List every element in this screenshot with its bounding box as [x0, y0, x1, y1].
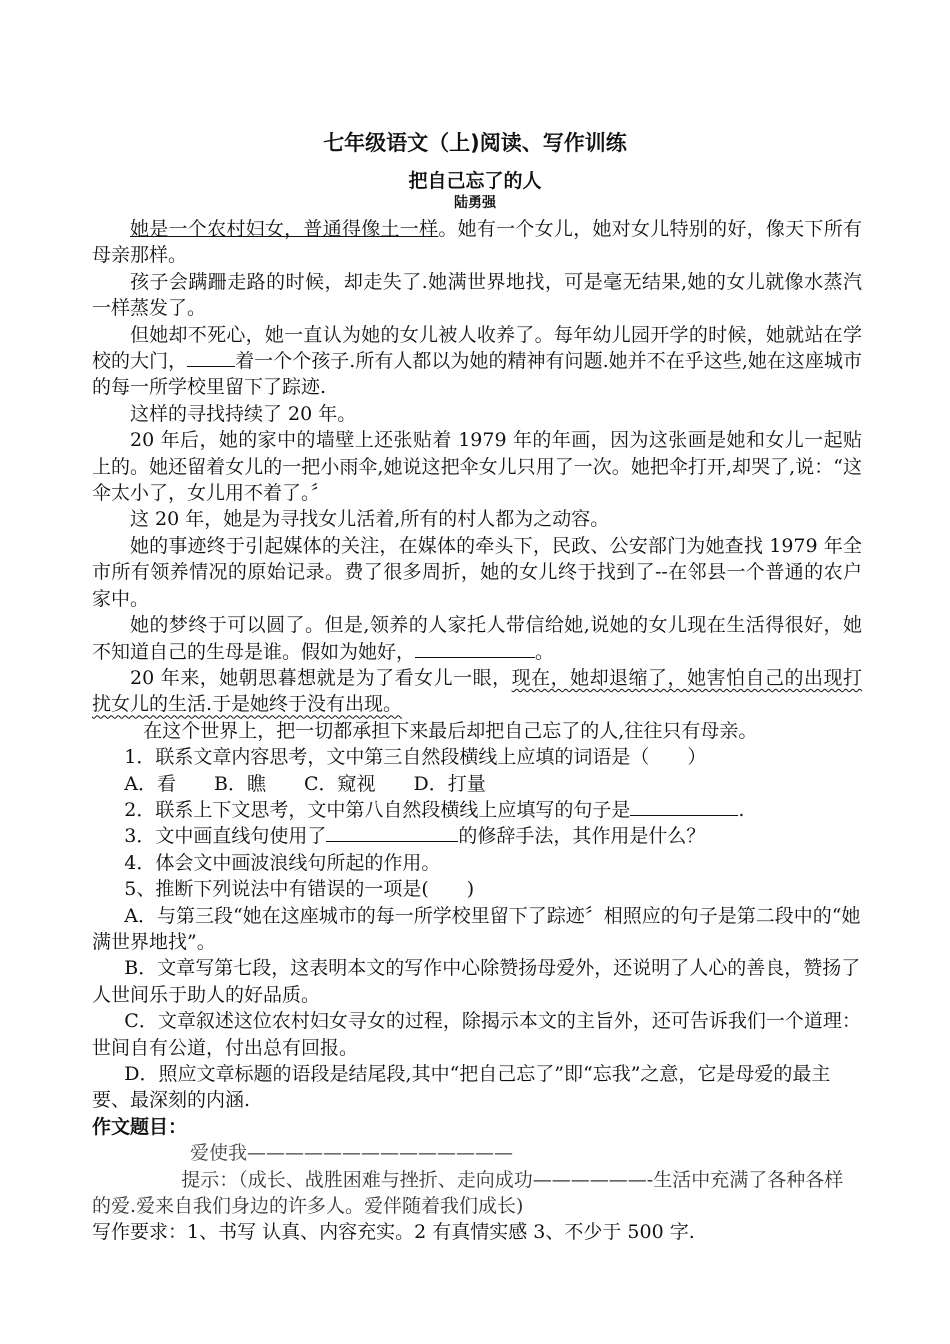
question-2-end: . — [738, 798, 745, 821]
question-1: 1．联系文章内容思考，文中第三自然段横线上应填的词语是（ ） — [124, 746, 707, 769]
paragraph-6: 这 20 年，她是为寻找女儿活着,所有的村人都为之动容。 — [130, 508, 610, 531]
document-body — [92, 216, 862, 1246]
paragraph-9-part-a: 20 年来，她朝思暮想就是为了看女儿一眼， — [130, 666, 512, 689]
question-5-option-d: D．照应文章标题的语段是结尾段,其中“把自己忘了”即“忘我”之意，它是母爱的最主要、最深刻的内涵. — [92, 1063, 831, 1112]
composition-requirement: 写作要求：1、书写 认真、内容充实。2 有真情实感 3、不少于 500 字. — [92, 1221, 695, 1244]
blank-question-2 — [630, 797, 738, 816]
paragraph-8 — [92, 612, 862, 665]
paragraph-8-part-b: 。 — [535, 640, 555, 663]
question-4: 4．体会文中画波浪线句所起的作用。 — [124, 851, 441, 874]
paragraph-3 — [92, 322, 862, 401]
author-name: 陆勇强 — [454, 195, 496, 211]
question-5-option-c: C．文章叙述这位农村妇女寻女的过程，除揭示本文的主旨外，还可告诉我们一个道理：世间自有公道，付出总有回报。 — [92, 1010, 861, 1059]
paragraph-7: 她的事迹终于引起媒体的关注，在媒体的牵头下，民政、公安部门为她查找 1979 年全市所有领养情况的原始记录。费了很多周折，她的女儿终于找到了--在邻县一个普通的农户家中。 — [92, 534, 862, 610]
question-5-option-b: B．文章写第七段，这表明本文的写作中心除赞扬母爱外，还说明了人心的善良，赞扬了人世间乐于助人的好品质。 — [92, 957, 861, 1006]
paragraph-5: 20 年后，她的家中的墙壁上还张贴着 1979 年的年画，因为这张画是她和女儿一起贴上的。她还留着女儿的一把小雨伞,她说这把伞女儿只用了一次。她把伞打开,却哭了,说：“这伞太小了，女儿用不着了。〞 — [92, 429, 862, 505]
page-title: 七年级语文（上)阅读、写作训练 — [323, 131, 627, 155]
paragraph-1-rest: 。她有一个女儿，她对女儿特别的好，像天下所有母亲那样。 — [92, 218, 862, 267]
paragraph-9 — [92, 665, 862, 718]
article-title: 把自己忘了的人 — [408, 170, 542, 192]
paragraph-3-part-b: 着一个个孩子.所有人都以为她的精神有问题.她并不在乎这些,她在这座城市的每一所学校里留下了踪迹. — [92, 350, 862, 399]
question-3 — [92, 823, 862, 849]
question-5-option-a: A．与第三段“她在这座城市的每一所学校里留下了踪迹〞相照应的句子是第二段中的“她满世界地找”。 — [92, 904, 861, 953]
paragraph-3-part-a: 但她却不死心，她一直认为她的女儿被人收养了。每年幼儿园开学的时候，她就站在学校的大门， — [92, 323, 862, 373]
composition-topic: 爱使我—————————————— — [190, 1142, 514, 1165]
paragraph-10: 在这个世界上，把一切都承担下来最后却把自己忘了的人,往往只有母亲。 — [143, 719, 758, 742]
question-3-text-a: 3．文中画直线句使用了 — [124, 825, 327, 848]
question-3-text-b: 的修辞手法，其作用是什么？ — [458, 825, 706, 848]
wavy-underlined-sentence: 现在，她却退缩了，她害怕自己的出现打扰女儿的生活.于是她终于没有出现。 — [92, 666, 862, 716]
composition-hint: 提示：（成长、战胜困难与挫折、走向成功——————-生活中充满了各种各样的爱.爱来自我们身边的许多人。爱伴随着我们成长) — [92, 1168, 844, 1218]
paragraph-1 — [92, 216, 862, 269]
question-2-text: 2．联系上下文思考，文中第八自然段横线上应填写的句子是 — [124, 798, 631, 821]
question-2 — [92, 797, 862, 823]
composition-heading: 作文题目： — [92, 1115, 188, 1138]
blank-paragraph-8 — [415, 639, 535, 658]
blank-paragraph-3 — [187, 348, 235, 367]
paragraph-2: 孩子会蹒跚走路的时候，却走失了.她满世界地找，可是毫无结果,她的女儿就像水蒸汽一样蒸发了。 — [92, 270, 862, 320]
question-1-options: A．看 B．瞧 C．窥视 D．打量 — [124, 772, 486, 795]
paragraph-8-part-a: 她的梦终于可以圆了。但是,领养的人家托人带信给她,说她的女儿现在生活得很好，她不知道自己的生母是谁。假如为她好， — [92, 614, 862, 663]
underlined-sentence: 她是一个农村妇女，普通得像土一样 — [130, 218, 439, 240]
blank-question-3 — [326, 823, 458, 842]
question-5: 5、推断下列说法中有错误的一项是( ) — [124, 878, 475, 901]
paragraph-4: 这样的寻找持续了 20 年。 — [130, 402, 357, 425]
